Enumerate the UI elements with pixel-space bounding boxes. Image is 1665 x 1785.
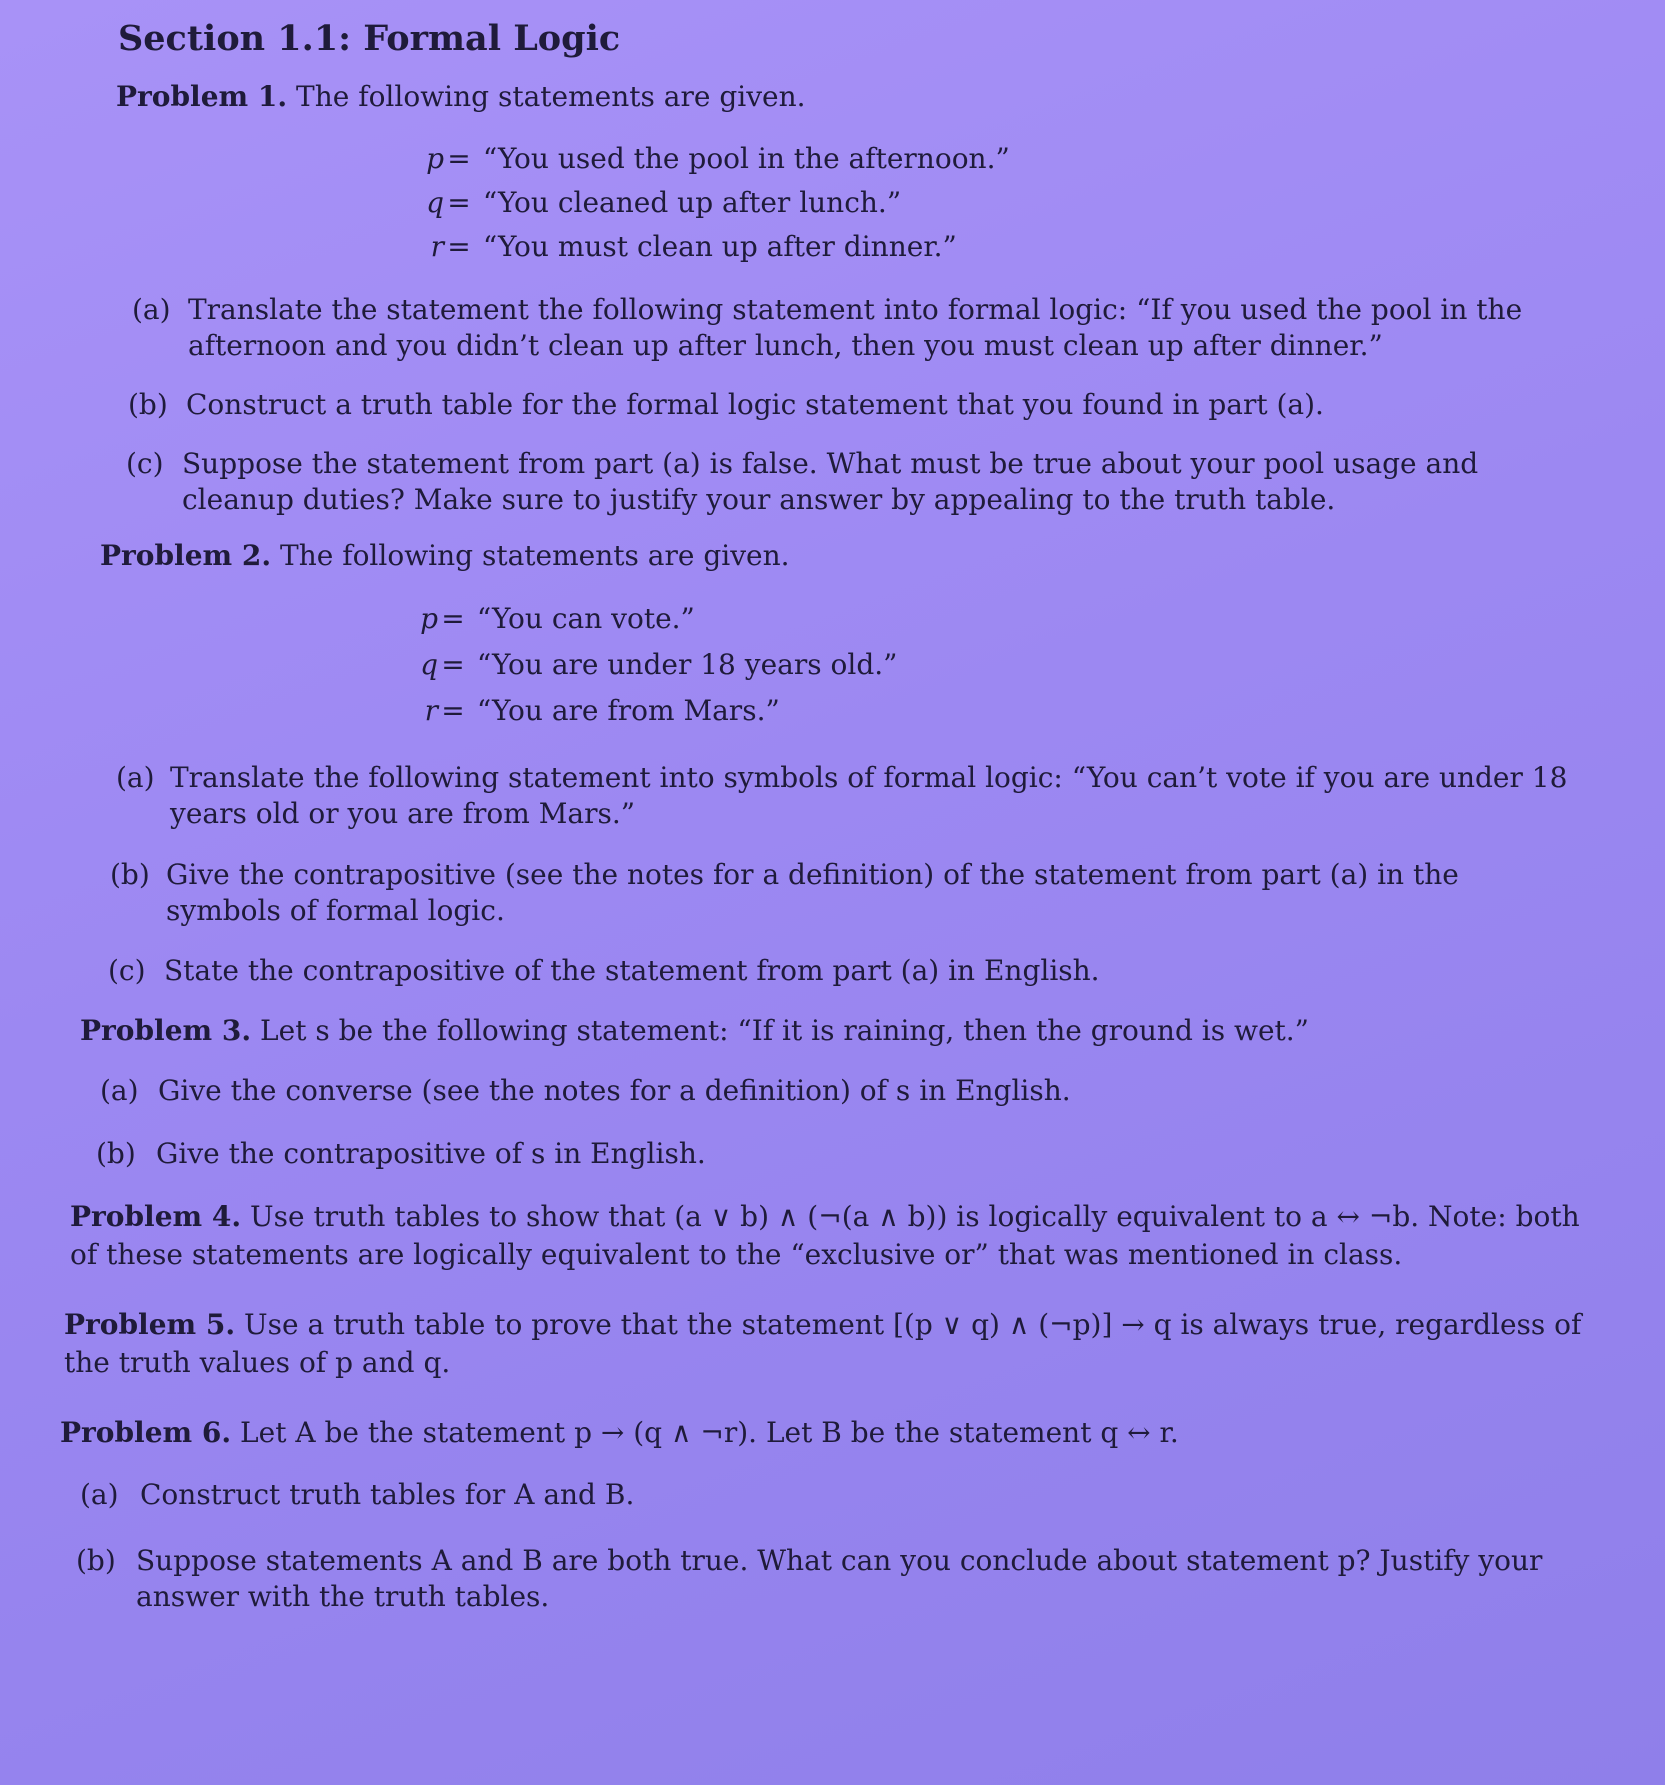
problem-1-part-c: (c) Suppose the statement from part (a) is false. What must be true about your pool usage and cleanup duties? Make sure to justify your answer by appealing to the truth table. (126, 447, 1479, 516)
statement-row: p = “You used the pool in the afternoon.” (426, 142, 1010, 175)
problem-1-heading: Problem 1. (116, 80, 288, 113)
problem-3-part-a: (a) Give the converse (see the notes for a definition) of s in English. (100, 1074, 1071, 1107)
statement-row: r = “You must clean up after dinner.” (430, 230, 957, 263)
problem-6 (60, 1414, 1620, 1452)
problem-1 (116, 78, 1616, 116)
problem-2-part-b: (b) Give the contrapositive (see the notes for a definition) of the statement from part (a) in the symbols of formal logic. (110, 858, 1459, 927)
problem-5-text: Use a truth table to prove that the statement [(p ∨ q) ∧ (¬p)] → q is always true, regardless of the truth values of p and q. (64, 1308, 1582, 1379)
problem-2-part-a: (a) Translate the following statement into symbols of formal logic: “You can’t vote if you are under 18 years old or you are from Mars.” (116, 761, 1568, 830)
problem-3-part-b: (b) Give the contrapositive of s in English. (96, 1137, 706, 1170)
problem-3 (80, 1012, 1600, 1050)
problem-5-heading: Problem 5. (64, 1308, 236, 1341)
problem-1-part-a: (a) Translate the statement the following statement into formal logic: “If you used the pool in the afternoon and you didn’t clean up after lunch, then you must clean up after dinner.” (132, 293, 1523, 362)
problem-1-part-b: (b) Construct a truth table for the formal logic statement that you found in part (a). (128, 388, 1324, 421)
statement-row: r = “You are from Mars.” (424, 694, 780, 727)
problem-6-text: Let A be the statement p → (q ∧ ¬r). Let B be the statement q ↔ r. (240, 1416, 1179, 1449)
problem-4-text: Use truth tables to show that (a ∨ b) ∧ (¬(a ∧ b)) is logically equivalent to a ↔ ¬b. Note: both of these statements are logically equivalent to the “exclusive or” that was mentioned in class. (70, 1200, 1580, 1271)
problem-4-heading: Problem 4. (70, 1200, 242, 1233)
problem-2 (100, 537, 1600, 575)
problem-5 (64, 1306, 1614, 1382)
problem-1-text: The following statements are given. (296, 80, 806, 113)
problem-6-part-b: (b) Suppose statements A and B are both true. What can you conclude about statement p? Justify your answer with the truth tables. (76, 1544, 1543, 1613)
problem-4 (70, 1198, 1610, 1274)
problem-2-part-c: (c) State the contrapositive of the statement from part (a) in English. (108, 954, 1100, 987)
statement-row: q = “You cleaned up after lunch.” (426, 186, 902, 219)
statement-row: p = “You can vote.” (420, 602, 695, 635)
statement-row: q = “You are under 18 years old.” (420, 648, 898, 681)
problem-3-heading: Problem 3. (80, 1014, 252, 1047)
problem-3-text: Let s be the following statement: “If it is raining, then the ground is wet.” (260, 1014, 1309, 1047)
problem-2-heading: Problem 2. (100, 539, 272, 572)
section-title: Section 1.1: Formal Logic (118, 18, 621, 59)
problem-6-heading: Problem 6. (60, 1416, 232, 1449)
problem-6-part-a: (a) Construct truth tables for A and B. (80, 1478, 635, 1511)
problem-2-text: The following statements are given. (280, 539, 790, 572)
